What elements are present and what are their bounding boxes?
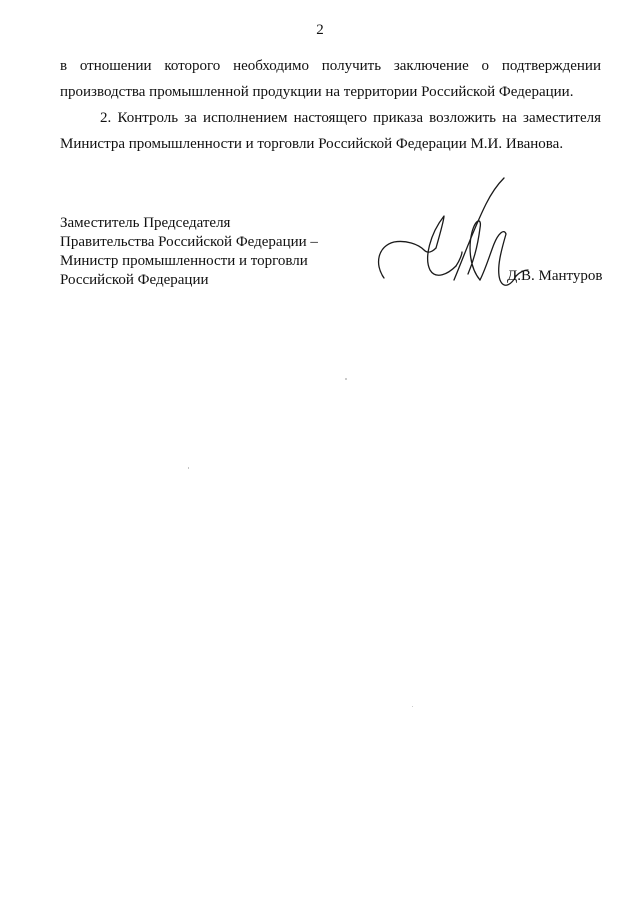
page-number: 2 (316, 22, 324, 38)
signatory-title-block (60, 214, 318, 290)
scan-speck (188, 467, 189, 469)
body-paragraph-item-2: 2. Контроль за исполнением настоящего приказа возложить на заместителя Министра промышленности и торговли Российской Федерации М.И. Иванова. (60, 110, 601, 152)
handwritten-signature-icon (370, 172, 530, 302)
signatory-title-line: Российской Федерации (60, 272, 209, 288)
body-paragraph-continuation: в отношении которого необходимо получить заключение о подтверждении производства промышленной продукции на территории Российской Федерации. (60, 58, 601, 100)
signatory-title-line: Министр промышленности и торговли (60, 253, 308, 269)
signatory-title-line: Заместитель Председателя (60, 215, 231, 231)
signatory-name: Д.В. Мантуров (507, 268, 603, 284)
scan-speck (412, 706, 413, 707)
signatory-title-line: Правительства Российской Федерации – (60, 234, 318, 250)
scan-speck (345, 378, 347, 380)
